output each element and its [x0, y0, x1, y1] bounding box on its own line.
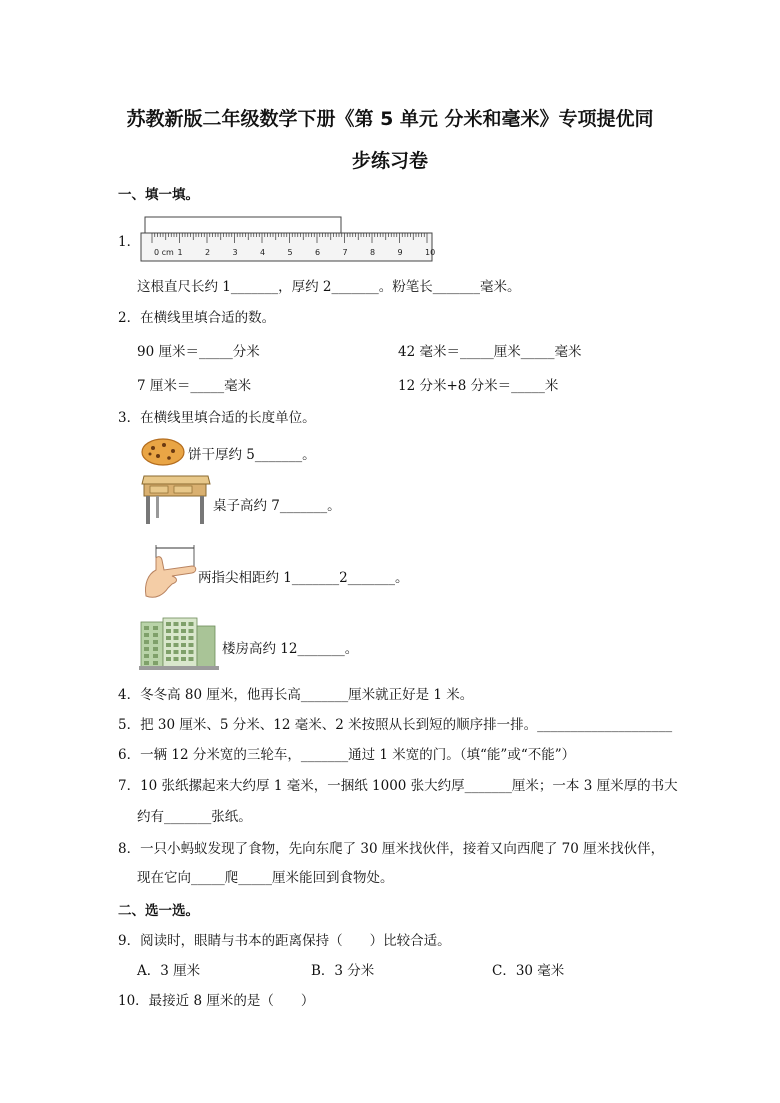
- q2-c: 7 厘米＝_____毫米: [137, 378, 252, 394]
- building-window: [153, 626, 158, 630]
- building-window: [189, 657, 194, 661]
- q7-line-1: 7．10 张纸摞起来大约厚 1 毫米，一捆纸 1000 张大约厚_______厘米；一本 3 厘米厚的书大: [118, 778, 678, 794]
- building-window: [174, 629, 179, 633]
- building-window: [153, 640, 158, 644]
- building-window: [144, 654, 149, 658]
- q3-a: 饼干厚约 5_______。: [188, 447, 316, 463]
- q2-a: 90 厘米＝_____分米: [137, 344, 260, 360]
- table-image: [138, 472, 212, 528]
- ruler-image: [140, 216, 435, 266]
- ruler-label: 6: [315, 248, 321, 257]
- ruler-label: 10: [425, 248, 435, 257]
- building-window: [144, 633, 149, 637]
- building-window: [166, 636, 171, 640]
- building-window: [174, 657, 179, 661]
- ruler-label: 0 cm: [154, 248, 174, 257]
- section-fill-in: 一、填一填。: [118, 187, 199, 203]
- building-image: [139, 616, 219, 670]
- building-window: [181, 643, 186, 647]
- q10: 10．最接近 8 厘米的是（ ）: [118, 993, 315, 1009]
- building-window: [166, 650, 171, 654]
- building-window: [174, 636, 179, 640]
- ruler-label: 7: [342, 248, 348, 257]
- q3-b: 桌子高约 7_______。: [213, 498, 341, 514]
- building-window: [144, 661, 149, 665]
- ruler-label: 2: [205, 248, 211, 257]
- ruler-label: 8: [370, 248, 376, 257]
- building-window: [144, 640, 149, 644]
- ruler-label: 4: [260, 248, 266, 257]
- building-window: [166, 643, 171, 647]
- building-window: [174, 622, 179, 626]
- building-window: [189, 636, 194, 640]
- q3-c: 两指尖相距约 1_______2_______。: [198, 570, 409, 586]
- q1-text: 这根直尺长约 1_______，厚约 2_______。粉笔长_______毫米。: [137, 279, 521, 295]
- ruler-label: 5: [287, 248, 293, 257]
- building-window: [189, 622, 194, 626]
- building-window: [181, 629, 186, 633]
- q9: 9．阅读时，眼睛与书本的距离保持（ ）比较合适。: [118, 933, 451, 949]
- q6: 6．一辆 12 分米宽的三轮车，_______通过 1 米宽的门。（填“能”或“不能”）: [118, 747, 576, 763]
- q8-line-2: 现在它向_____爬_____厘米能回到食物处。: [137, 870, 394, 886]
- title-line-2: 步练习卷: [351, 150, 428, 172]
- q2-b: 42 毫米＝_____厘米_____毫米: [398, 344, 582, 360]
- building-window: [174, 650, 179, 654]
- building-window: [153, 633, 158, 637]
- building-window: [153, 661, 158, 665]
- building-window: [181, 657, 186, 661]
- q3-stem: 3．在横线里填合适的长度单位。: [118, 410, 316, 426]
- building-window: [181, 622, 186, 626]
- building-window: [166, 657, 171, 661]
- building-window: [189, 629, 194, 633]
- ruler-label: 3: [232, 248, 238, 257]
- building-window: [181, 636, 186, 640]
- building-window: [189, 643, 194, 647]
- q9-option-c: C．30 毫米: [492, 963, 565, 979]
- q7-line-2: 约有_______张纸。: [137, 809, 252, 825]
- building-window: [181, 650, 186, 654]
- building-window: [166, 629, 171, 633]
- building-window: [153, 654, 158, 658]
- hand-image: [138, 544, 200, 604]
- q1-number: 1．: [118, 234, 141, 250]
- building-window: [153, 647, 158, 651]
- cookie-image: [140, 435, 186, 467]
- q8-line-1: 8．一只小蚂蚁发现了食物，先向东爬了 30 厘米找伙伴，接着又向西爬了 70 厘米找伙伴，: [118, 841, 665, 857]
- q4: 4．冬冬高 80 厘米，他再长高_______厘米就正好是 1 米。: [118, 687, 474, 703]
- section-choose: 二、选一选。: [118, 903, 199, 919]
- building-window: [174, 643, 179, 647]
- ruler-label: 9: [397, 248, 403, 257]
- ruler-label: 1: [177, 248, 183, 257]
- q5: 5．把 30 厘米、5 分米、12 毫米、2 米按照从长到短的顺序排一排。____________________: [118, 717, 673, 733]
- q2-d: 12 分米+8 分米＝_____米: [398, 378, 559, 394]
- building-window: [144, 647, 149, 651]
- q2-stem: 2．在横线里填合适的数。: [118, 310, 276, 326]
- title-line-1: 苏教新版二年级数学下册《第 5 单元 分米和毫米》专项提优同: [126, 108, 654, 130]
- q9-option-b: B．3 分米: [311, 963, 375, 979]
- building-window: [166, 622, 171, 626]
- building-window: [189, 650, 194, 654]
- q3-d: 楼房高约 12_______。: [222, 641, 359, 657]
- q9-option-a: A．3 厘米: [137, 963, 201, 979]
- building-window: [144, 626, 149, 630]
